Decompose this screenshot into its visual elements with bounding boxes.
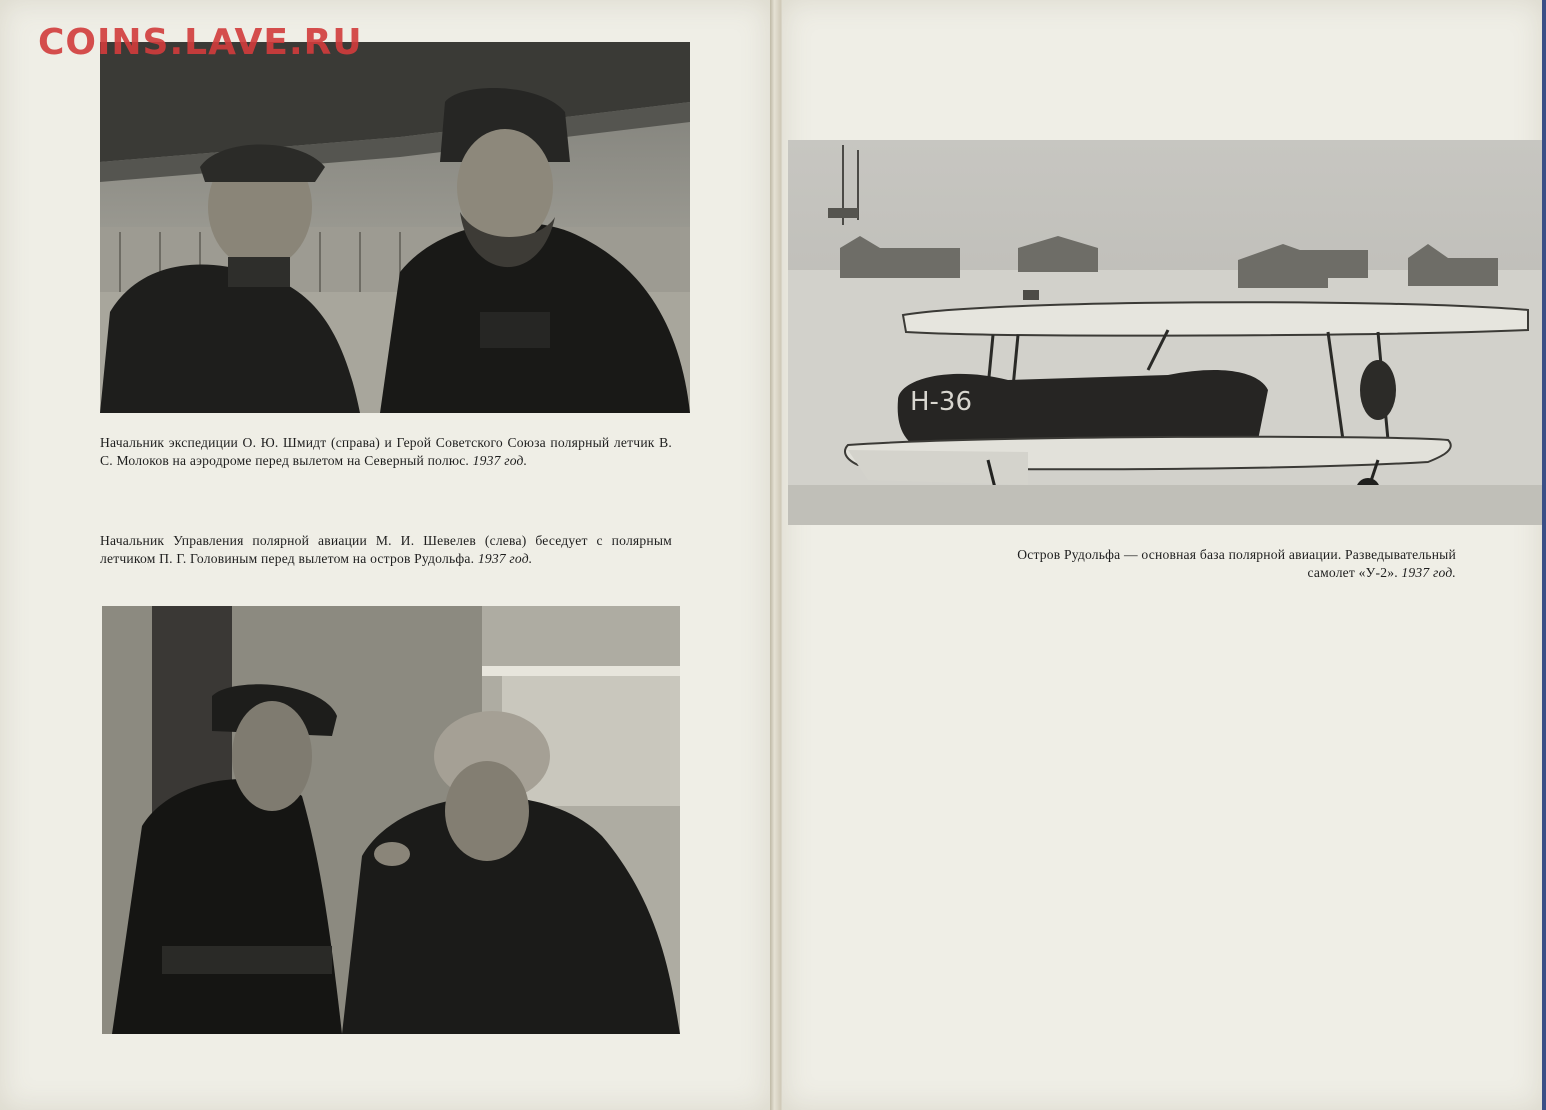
caption-right-year: 1937 год. xyxy=(1401,565,1456,580)
photo-rudolf-island-biplane xyxy=(788,140,1542,525)
caption-top-photo xyxy=(100,434,672,470)
book-spine xyxy=(770,0,781,1110)
caption-bottom-text: Начальник Управления полярной авиации М. И. Шевелев (слева) беседует с полярным летчиком П. Г. Головиным перед вылетом на остров Рудольфа. xyxy=(100,533,672,566)
plane-marking: Н-36 xyxy=(910,387,973,417)
caption-bottom-photo xyxy=(100,532,672,568)
photo-schmidt-molokov xyxy=(100,42,690,413)
watermark: COINS.LAVE.RU xyxy=(38,22,363,63)
caption-top-year: 1937 год. xyxy=(472,453,528,468)
caption-right-line1: Остров Рудольфа — основная база полярной авиации. Разведывательный xyxy=(1017,547,1456,562)
caption-top-text: Начальник экспедиции О. Ю. Шмидт (справа) и Герой Советского Союза полярный летчик В. С. Молоков на аэродроме перед вылетом на Северный полюс. xyxy=(100,435,672,468)
caption-right-photo xyxy=(850,546,1456,582)
caption-bottom-year: 1937 год. xyxy=(477,551,533,566)
book-cover-edge xyxy=(1542,0,1546,1110)
caption-right-line2-wrap xyxy=(850,564,1456,582)
photo-shevelev-golovin xyxy=(102,606,680,1034)
caption-right-line2: самолет «У-2». xyxy=(1307,565,1398,580)
